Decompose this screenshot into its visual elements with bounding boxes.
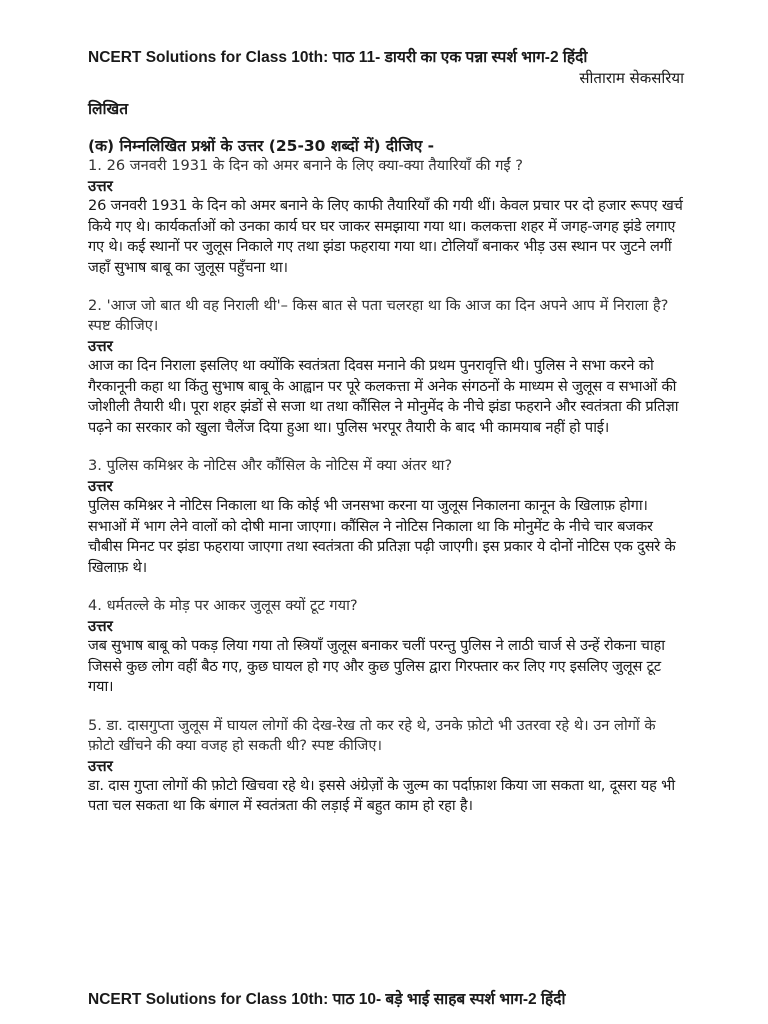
- page-title: NCERT Solutions for Class 10th: पाठ 11- डायरी का एक पन्ना स्पर्श भाग-2 हिंदी: [88, 49, 588, 66]
- qa-block-1: [88, 156, 684, 278]
- document-page: [88, 48, 684, 835]
- question-text: 4. धर्मतल्ले के मोड़ पर आकर जुलूस क्यों टूट गया?: [88, 597, 358, 614]
- question-text: 2. 'आज जो बात थी वह निराली थी'– किस बात से पता चलरहा था कि आज का दिन अपने आप में निराला है? स्पष्ट कीजिए।: [88, 297, 669, 334]
- answer-label: उत्तर: [88, 756, 113, 775]
- author-name: सीताराम सेकसरिया: [579, 69, 684, 87]
- answer-label: उत्तर: [88, 177, 113, 195]
- answer-text: जब सुभाष बाबू को पकड़ लिया गया तो स्त्रियाँ जुलूस बनाकर चलीं परन्तु पुलिस ने लाठी चार्ज से उन्हें रोकना चाहा जिससे कुछ लोग वहीं बैठ गए, कुछ घायल हो गए और कुछ पुलिस द्वारा गिरफ्तार कर लिए गए इसलिए जुलूस टूट गया।: [88, 637, 665, 695]
- answer-label: उत्तर: [88, 617, 113, 635]
- answer-text: पुलिस कमिश्नर ने नोटिस निकाला था कि कोई भी जनसभा करना या जुलूस निकालना कानून के खिलाफ़ होगा। सभाओं में भाग लेने वालों को दोषी माना जाएगा। कौंसिल ने नोटिस निकाला था कि मोनुमेंट के नीचे चार बजकर चौबीस मिनट पर झंडा फहराया जाएगा तथा स्वतंत्रता की प्रतिज्ञा पढ़ी जाएगी। इस प्रकार ये दोनों नोटिस एक दुसरे के खिलाफ़ थे।: [88, 497, 676, 576]
- section-heading: लिखित: [88, 100, 129, 118]
- question-text: 5. डा. दासगुप्ता जुलूस में घायल लोगों की देख-रेख तो कर रहे थे, उनके फ़ोटो भी उतरवा रहे थे। उन लोगों के फ़ोटो खींचने की क्या वजह हो सकती थी? स्पष्ट कीजिए।: [88, 716, 656, 754]
- answer-text: आज का दिन निराला इसलिए था क्योंकि स्वतंत्रता दिवस मनाने की प्रथम पुनरावृत्ति थी। पुलिस ने सभा करने को गैरकानूनी कहा था किंतु सुभाष बाबू के आह्वान पर पूरे कलकत्ता में अनेक संगठनों के माध्यम से जुलूस व सभाओं की जोशीली तैयारी थी। पूरा शहर झंडों से सजा था तथा कौंसिल ने मोनुमेंद के नीचे झंडा फहराने और स्वतंत्रता की प्रतिज्ञा पढ़ने का सरकार को खुला चैलेंज दिया हुआ था। पुलिस भरपूर तैयारी के बाद भी कामयाब नहीं हो पाई।: [88, 357, 679, 436]
- qa-block-5: [88, 716, 684, 817]
- qa-block-4: [88, 596, 684, 698]
- answer-label: उत्तर: [88, 337, 113, 355]
- next-chapter-title: NCERT Solutions for Class 10th: पाठ 10- बड़े भाई साहब स्पर्श भाग-2 हिंदी: [88, 991, 566, 1008]
- qa-block-3: [88, 456, 684, 578]
- answer-text: डा. दास गुप्ता लोगों की फ़ोटो खिचवा रहे थे। इससे अंग्रेज़ों के जुल्म का पर्दाफ़ाश किया जा सकता था, दूसरा यह भी पता चल सकता था कि बंगाल में स्वतंत्रता की लड़ाई में बहुत काम हो रहा है।: [88, 776, 675, 814]
- instruction-heading: (क) निम्नलिखित प्रश्नों के उत्तर (25-30 शब्दों में) दीजिए -: [88, 137, 435, 155]
- question-text: 1. 26 जनवरी 1931 के दिन को अमर बनाने के लिए क्या-क्या तैयारियाँ की गईं ?: [88, 157, 523, 174]
- question-text: 3. पुलिस कमिश्नर के नोटिस और कौंसिल के नोटिस में क्या अंतर था?: [88, 457, 453, 474]
- answer-text: 26 जनवरी 1931 के दिन को अमर बनाने के लिए काफी तैयारियाँ की गयी थीं। केवल प्रचार पर दो हजार रूपए खर्च किये गए थे। कार्यकर्ताओं को उनका कार्य घर घर जाकर समझाया गया था। कलकत्ता शहर में जगह-जगह झंडे लगाए गए थे। कई स्थानों पर जुलूस निकाले गए तथा झंडा फहराया गया था। टोलियाँ बनाकर भीड़ उस स्थान पर जुटने लगीं जहाँ सुभाष बाबू का जुलूस पहुँचना था।: [88, 197, 683, 276]
- answer-label: उत्तर: [88, 477, 113, 495]
- qa-block-2: [88, 296, 684, 438]
